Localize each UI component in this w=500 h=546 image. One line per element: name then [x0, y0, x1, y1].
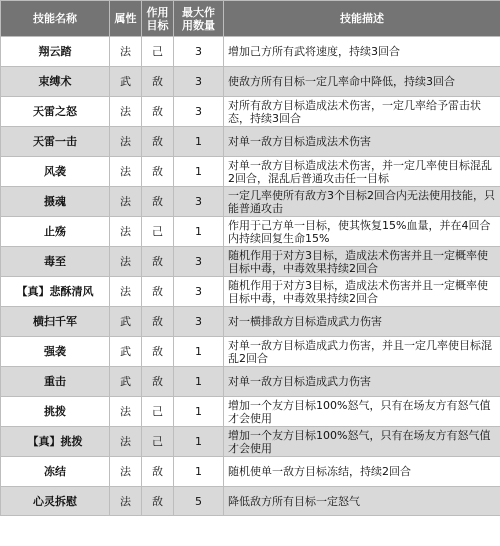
- skill-target: 敌: [142, 157, 174, 187]
- skill-name: 【真】悲酥清风: [1, 277, 110, 307]
- table-row: [1, 217, 500, 247]
- skill-description: 降低敌方所有目标一定怒气: [224, 487, 500, 516]
- skill-attribute: 法: [110, 37, 142, 67]
- skill-attribute: 法: [110, 427, 142, 457]
- skill-max-count: 3: [174, 247, 224, 277]
- skill-target: 己: [142, 37, 174, 67]
- table-row: [1, 457, 500, 487]
- skill-description: 增加己方所有武将速度，持续3回合: [224, 37, 500, 67]
- skill-max-count: 3: [174, 277, 224, 307]
- skill-name: 心灵拆慰: [1, 487, 110, 516]
- skill-description: 对一横排敌方目标造成武力伤害: [224, 307, 500, 337]
- skill-description: 随机作用于对方3目标，造成法术伤害并且一定概率使目标中毒，中毒效果持续2回合: [224, 277, 500, 307]
- skill-description: 对所有敌方目标造成法术伤害，一定几率给予雷击状态，持续3回合: [224, 97, 500, 127]
- skill-name: 重击: [1, 367, 110, 397]
- header-skill-name: 技能名称: [1, 1, 110, 37]
- skill-attribute: 武: [110, 307, 142, 337]
- skill-target: 敌: [142, 277, 174, 307]
- skill-description: 对单一敌方目标造成法术伤害，并一定几率使目标混乱2回合，混乱后普通攻击任一目标: [224, 157, 500, 187]
- skill-description: 对单一敌方目标造成法术伤害: [224, 127, 500, 157]
- header-description: 技能描述: [224, 1, 500, 37]
- skill-target: 敌: [142, 97, 174, 127]
- skill-attribute: 武: [110, 367, 142, 397]
- header-max-count: [174, 1, 224, 37]
- skill-max-count: 3: [174, 67, 224, 97]
- skill-description: 对单一敌方目标造成武力伤害，并且一定几率使目标混乱2回合: [224, 337, 500, 367]
- skill-target: 敌: [142, 67, 174, 97]
- table-row: [1, 187, 500, 217]
- header-attribute: 属性: [110, 1, 142, 37]
- skill-target: 敌: [142, 187, 174, 217]
- skill-name: 束缚术: [1, 67, 110, 97]
- table-row: [1, 487, 500, 516]
- table-row: [1, 127, 500, 157]
- header-max-line1: 最大作: [182, 5, 215, 19]
- table-row: [1, 67, 500, 97]
- table-row: [1, 307, 500, 337]
- skill-attribute: 法: [110, 457, 142, 487]
- skill-target: 敌: [142, 367, 174, 397]
- skill-attribute: 法: [110, 97, 142, 127]
- skill-name: 强袭: [1, 337, 110, 367]
- skill-max-count: 3: [174, 307, 224, 337]
- skill-target: 敌: [142, 127, 174, 157]
- skill-name: 【真】挑拨: [1, 427, 110, 457]
- skill-max-count: 1: [174, 457, 224, 487]
- skill-description: 对单一敌方目标造成武力伤害: [224, 367, 500, 397]
- skill-attribute: 法: [110, 127, 142, 157]
- skill-name: 摄魂: [1, 187, 110, 217]
- table-row: [1, 367, 500, 397]
- table-body: [1, 37, 500, 516]
- skill-attribute: 法: [110, 397, 142, 427]
- skill-name: 天雷之怒: [1, 97, 110, 127]
- skill-target: 敌: [142, 247, 174, 277]
- table-row: [1, 247, 500, 277]
- header-target-line1: 作用: [146, 5, 169, 19]
- skill-description: 增加一个友方目标100%怒气，只有在场友方有怒气值才会使用: [224, 427, 500, 457]
- table-row: [1, 157, 500, 187]
- skill-name: 横扫千军: [1, 307, 110, 337]
- skill-max-count: 1: [174, 337, 224, 367]
- skill-target: 敌: [142, 457, 174, 487]
- table-row: [1, 427, 500, 457]
- table-row: [1, 277, 500, 307]
- skill-max-count: 1: [174, 367, 224, 397]
- skill-max-count: 1: [174, 397, 224, 427]
- skill-name: 翔云踏: [1, 37, 110, 67]
- skill-attribute: 法: [110, 157, 142, 187]
- skill-description: 随机作用于对方3目标，造成法术伤害并且一定概率使目标中毒，中毒效果持续2回合: [224, 247, 500, 277]
- table-row: [1, 397, 500, 427]
- skill-description: 随机使单一敌方目标冻结，持续2回合: [224, 457, 500, 487]
- skill-description: 作用于己方单一目标，使其恢复15%血量，并在4回合内持续回复生命15%: [224, 217, 500, 247]
- skill-name: 毒至: [1, 247, 110, 277]
- table-header: [1, 1, 500, 37]
- skill-max-count: 1: [174, 217, 224, 247]
- skill-name: 天雷一击: [1, 127, 110, 157]
- skill-target: 己: [142, 397, 174, 427]
- header-max-line2: 用数量: [182, 18, 215, 32]
- skill-attribute: 法: [110, 217, 142, 247]
- skill-max-count: 1: [174, 157, 224, 187]
- table-row: [1, 37, 500, 67]
- header-target-line2: 目标: [146, 18, 169, 32]
- skill-max-count: 3: [174, 97, 224, 127]
- skill-attribute: 武: [110, 337, 142, 367]
- skill-attribute: 法: [110, 247, 142, 277]
- header-row: [1, 1, 500, 37]
- skill-max-count: 1: [174, 127, 224, 157]
- skill-description: 增加一个友方目标100%怒气，只有在场友方有怒气值才会使用: [224, 397, 500, 427]
- table-row: [1, 97, 500, 127]
- skill-name: 止殇: [1, 217, 110, 247]
- skill-attribute: 武: [110, 67, 142, 97]
- header-target: [142, 1, 174, 37]
- skill-description: 使敌方所有目标一定几率命中降低，持续3回合: [224, 67, 500, 97]
- skill-attribute: 法: [110, 487, 142, 516]
- skill-name: 风袭: [1, 157, 110, 187]
- skill-description: 一定几率使所有敌方3个目标2回合内无法使用技能，只能普通攻击: [224, 187, 500, 217]
- skill-target: 敌: [142, 337, 174, 367]
- skill-name: 冻结: [1, 457, 110, 487]
- skill-max-count: 3: [174, 37, 224, 67]
- skill-target: 敌: [142, 307, 174, 337]
- skill-max-count: 3: [174, 187, 224, 217]
- skill-target: 敌: [142, 487, 174, 516]
- skill-max-count: 1: [174, 427, 224, 457]
- skill-target: 己: [142, 217, 174, 247]
- skill-attribute: 法: [110, 277, 142, 307]
- skill-max-count: 5: [174, 487, 224, 516]
- skill-attribute: 法: [110, 187, 142, 217]
- table-row: [1, 337, 500, 367]
- skill-target: 己: [142, 427, 174, 457]
- skill-name: 挑拨: [1, 397, 110, 427]
